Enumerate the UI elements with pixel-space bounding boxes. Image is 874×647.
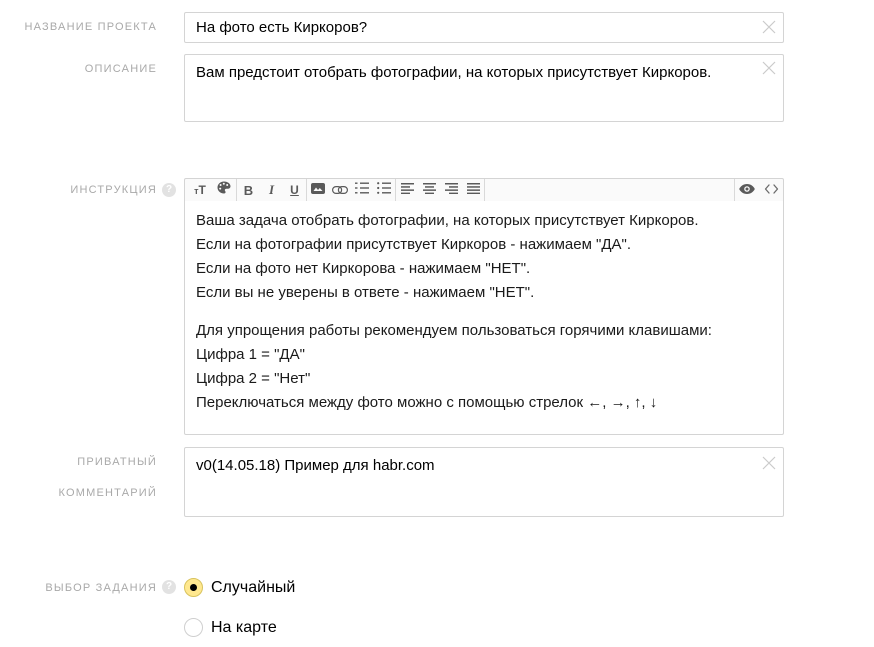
underline-button[interactable] bbox=[283, 179, 306, 201]
private-comment-label-line1: ПРИВАТНЫЙ bbox=[77, 456, 157, 468]
instruction-line: Цифра 1 = "ДА" bbox=[196, 346, 305, 363]
insert-image-button[interactable] bbox=[307, 179, 329, 201]
ordered-list-icon bbox=[355, 181, 369, 199]
ordered-list-button[interactable] bbox=[351, 179, 373, 201]
project-name-label: НАЗВАНИЕ ПРОЕКТА bbox=[24, 21, 157, 33]
help-icon[interactable]: ? bbox=[162, 183, 176, 197]
radio-option-random[interactable] bbox=[184, 578, 295, 597]
instruction-line: Переключаться между фото можно с помощью стрелок ←, →, ↑, ↓ bbox=[196, 394, 658, 411]
palette-icon bbox=[217, 181, 231, 199]
private-comment-input[interactable] bbox=[184, 447, 784, 517]
html-code-button[interactable] bbox=[759, 179, 783, 201]
toolbar-spacer bbox=[485, 179, 734, 201]
radio-button-unchecked-icon[interactable] bbox=[184, 618, 203, 637]
align-center-button[interactable] bbox=[418, 179, 440, 201]
instruction-line: Цифра 2 = "Нет" bbox=[196, 370, 311, 387]
italic-icon: I bbox=[268, 182, 275, 197]
align-justify-button[interactable] bbox=[462, 179, 484, 201]
align-left-icon bbox=[401, 181, 414, 199]
description-label: ОПИСАНИЕ bbox=[84, 63, 157, 75]
link-icon bbox=[332, 181, 348, 199]
align-right-icon bbox=[445, 181, 458, 199]
bold-button[interactable] bbox=[237, 179, 260, 201]
instruction-line: Для упрощения работы рекомендуем пользоваться горячими клавишами: bbox=[196, 322, 712, 339]
preview-button[interactable] bbox=[735, 179, 759, 201]
task-selection-label: ВЫБОР ЗАДАНИЯ bbox=[45, 582, 157, 594]
private-comment-label-line2: КОММЕНТАРИЙ bbox=[58, 487, 157, 499]
align-center-icon bbox=[423, 181, 436, 199]
clear-icon[interactable] bbox=[759, 58, 779, 78]
clear-icon[interactable] bbox=[759, 17, 779, 37]
instruction-line: Если на фото нет Киркорова - нажимаем "НЕТ". bbox=[196, 260, 531, 277]
instruction-editor-toolbar bbox=[184, 178, 784, 202]
radio-option-on-map[interactable] bbox=[184, 618, 277, 637]
code-icon bbox=[764, 181, 779, 199]
unordered-list-icon bbox=[377, 181, 391, 199]
instruction-line: Если вы не уверены в ответе - нажимаем "НЕТ". bbox=[196, 284, 535, 301]
image-icon bbox=[311, 181, 325, 199]
text-color-button[interactable] bbox=[212, 179, 236, 201]
instruction-editor[interactable] bbox=[184, 201, 784, 435]
eye-icon bbox=[739, 181, 755, 199]
align-justify-icon bbox=[467, 181, 480, 199]
italic-button[interactable] bbox=[260, 179, 283, 201]
bold-icon: B bbox=[243, 182, 254, 198]
instruction-label: ИНСТРУКЦИЯ bbox=[70, 184, 157, 196]
radio-button-checked-icon[interactable] bbox=[184, 578, 203, 597]
font-size-icon: тТ bbox=[194, 183, 206, 197]
instruction-line: Ваша задача отобрать фотографии, на которых присутствует Киркоров. bbox=[196, 212, 699, 229]
clear-icon[interactable] bbox=[759, 453, 779, 473]
font-size-button[interactable] bbox=[188, 179, 212, 201]
help-icon[interactable]: ? bbox=[162, 580, 176, 594]
radio-option-label[interactable]: Случайный bbox=[211, 579, 296, 596]
align-left-button[interactable] bbox=[396, 179, 418, 201]
project-name-input[interactable] bbox=[184, 12, 784, 43]
unordered-list-button[interactable] bbox=[373, 179, 395, 201]
insert-link-button[interactable] bbox=[329, 179, 351, 201]
align-right-button[interactable] bbox=[440, 179, 462, 201]
underline-icon: U bbox=[290, 183, 299, 197]
instruction-line: Если на фотографии присутствует Киркоров - нажимаем "ДА". bbox=[196, 236, 632, 253]
instruction-line bbox=[196, 305, 772, 319]
radio-dot bbox=[190, 584, 197, 591]
description-input[interactable] bbox=[184, 54, 784, 122]
radio-option-label[interactable]: На карте bbox=[211, 619, 277, 636]
